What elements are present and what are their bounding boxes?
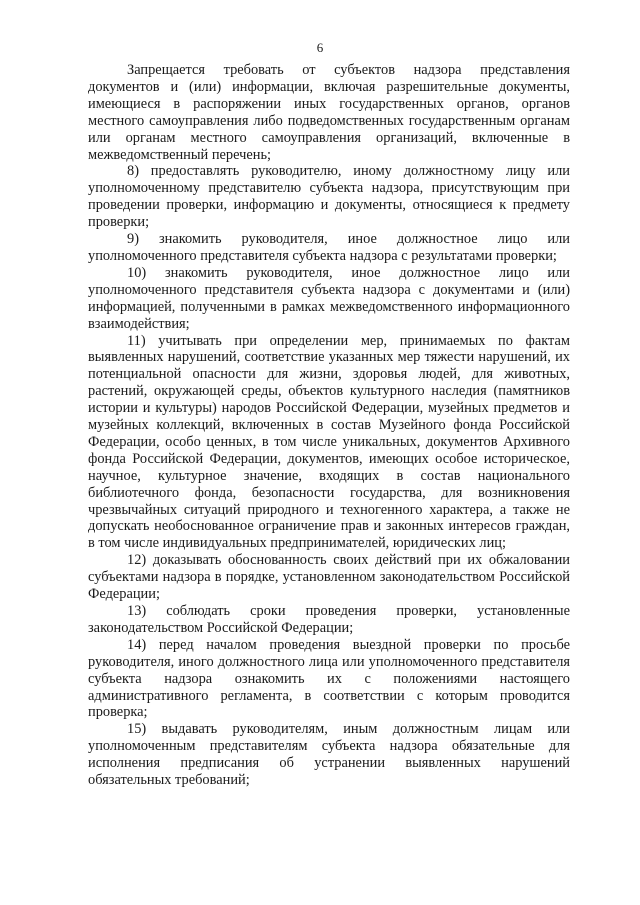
paragraph-item-14: 14) перед началом проведения выездной проверки по просьбе руководителя, иного должностного лица или уполномоченного представителя субъекта надзора ознакомить их с положениями настоящего административного регламента, в соответствии с которым проводится проверка; bbox=[88, 636, 570, 721]
paragraph-request-prohibition: Запрещается требовать от субъектов надзора представления документов и (или) информации, включая разрешительные документы, имеющиеся в распоряжении иных государственных органов, органов местного самоуправления либо подведомственных государственным органам или органам местного самоуправления организаций, включенные в межведомственный перечень; bbox=[88, 62, 570, 163]
paragraph-item-12: 12) доказывать обоснованность своих действий при их обжаловании субъектами надзора в порядке, установленном законодательством Российской Федерации; bbox=[88, 552, 570, 603]
paragraph-item-11: 11) учитывать при определении мер, принимаемых по фактам выявленных нарушений, соответствие указанных мер тяжести нарушений, их потенциальной опасности для жизни, здоровья людей, для животных, растений, окружающей среды, объектов культурного наследия (памятников истории и культуры) народов Российской Федерации, музейных предметов и музейных коллекций, включенных в состав Музейного фонда Российской Федерации, особо ценных, в том числе уникальных, документов Архивного фонда Российской Федерации, документов, имеющих особое историческое, научное, культурное значение, входящих в состав национального библиотечного фонда, безопасности государства, для возникновения чрезвычайных ситуаций природного и техногенного характера, а также не допускать необоснованное ограничение прав и законных интересов граждан, в том числе индивидуальных предпринимателей, юридических лиц; bbox=[88, 332, 570, 552]
paragraph-item-9: 9) знакомить руководителя, иное должностное лицо или уполномоченного представителя субъекта надзора с результатами проверки; bbox=[88, 231, 570, 264]
paragraph-item-15: 15) выдавать руководителям, иным должностным лицам или уполномоченным представителям субъекта надзора обязательные для исполнения предписания об устранении выявленных нарушений обязательных требований; bbox=[88, 721, 570, 789]
paragraph-item-8: 8) предоставлять руководителю, иному должностному лицу или уполномоченному представителю субъекта надзора, присутствующим при проведении проверки, информацию и документы, относящиеся к предмету проверки; bbox=[88, 163, 570, 231]
paragraph-item-10: 10) знакомить руководителя, иное должностное лицо или уполномоченного представителя субъекта надзора с документами и (или) информацией, полученными в рамках межведомственного информационного взаимодействия; bbox=[88, 264, 570, 332]
paragraph-item-13: 13) соблюдать сроки проведения проверки, установленные законодательством Российской Федерации; bbox=[88, 603, 570, 636]
page-number: 6 bbox=[316, 40, 324, 55]
document-body bbox=[88, 62, 570, 789]
